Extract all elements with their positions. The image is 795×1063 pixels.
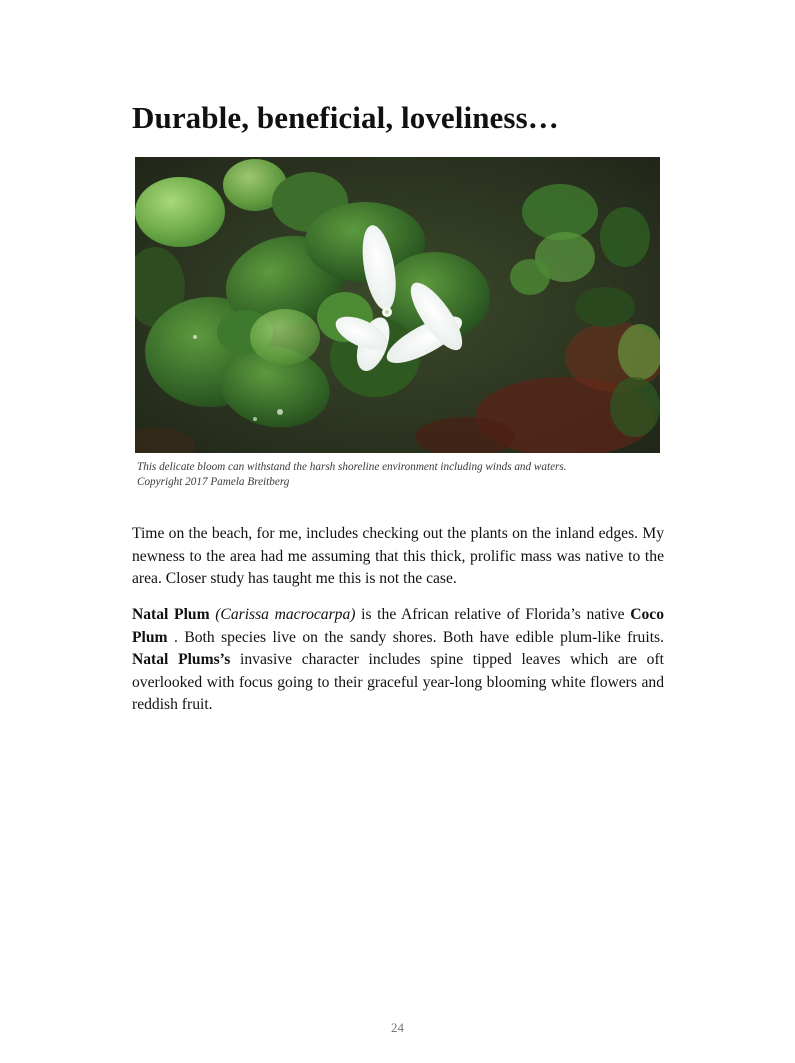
- paragraph-intro: Time on the beach, for me, includes checking out the plants on the inland edges. My newness to the area had me assuming that this thick, prolific mass was native to the area. Closer study has taught me this is not the case.: [132, 525, 664, 587]
- paragraph-natal-plum: [132, 604, 664, 717]
- page-title: Durable, beneficial, loveliness…: [132, 100, 559, 135]
- natal-plums-term: Natal Plums’s: [132, 651, 231, 668]
- paragraph-text-b: . Both species live on the sandy shores. Both have edible plum-like fruits.: [167, 628, 664, 646]
- natal-plum-term: Natal Plum: [132, 606, 210, 623]
- flower-photo-illustration: [135, 157, 660, 453]
- caption-copyright: Copyright 2017 Pamela Breitberg: [137, 476, 290, 488]
- caption-line-1: This delicate bloom can withstand the harsh shoreline environment including winds and waters.: [137, 461, 567, 473]
- paragraph-text-c: invasive character includes spine tipped leaves which are oft overlooked with focus going to their graceful year-long blooming white flowers and reddish fruit.: [132, 651, 664, 713]
- photo-caption: [137, 460, 677, 490]
- flower-photo: [135, 157, 660, 453]
- paragraph-text-a: is the African relative of Florida’s native: [355, 606, 631, 623]
- coco-plum-term: Coco Plum: [132, 606, 665, 646]
- page-number: 24: [391, 1020, 404, 1035]
- scientific-name: (Carissa macrocarpa): [215, 606, 356, 623]
